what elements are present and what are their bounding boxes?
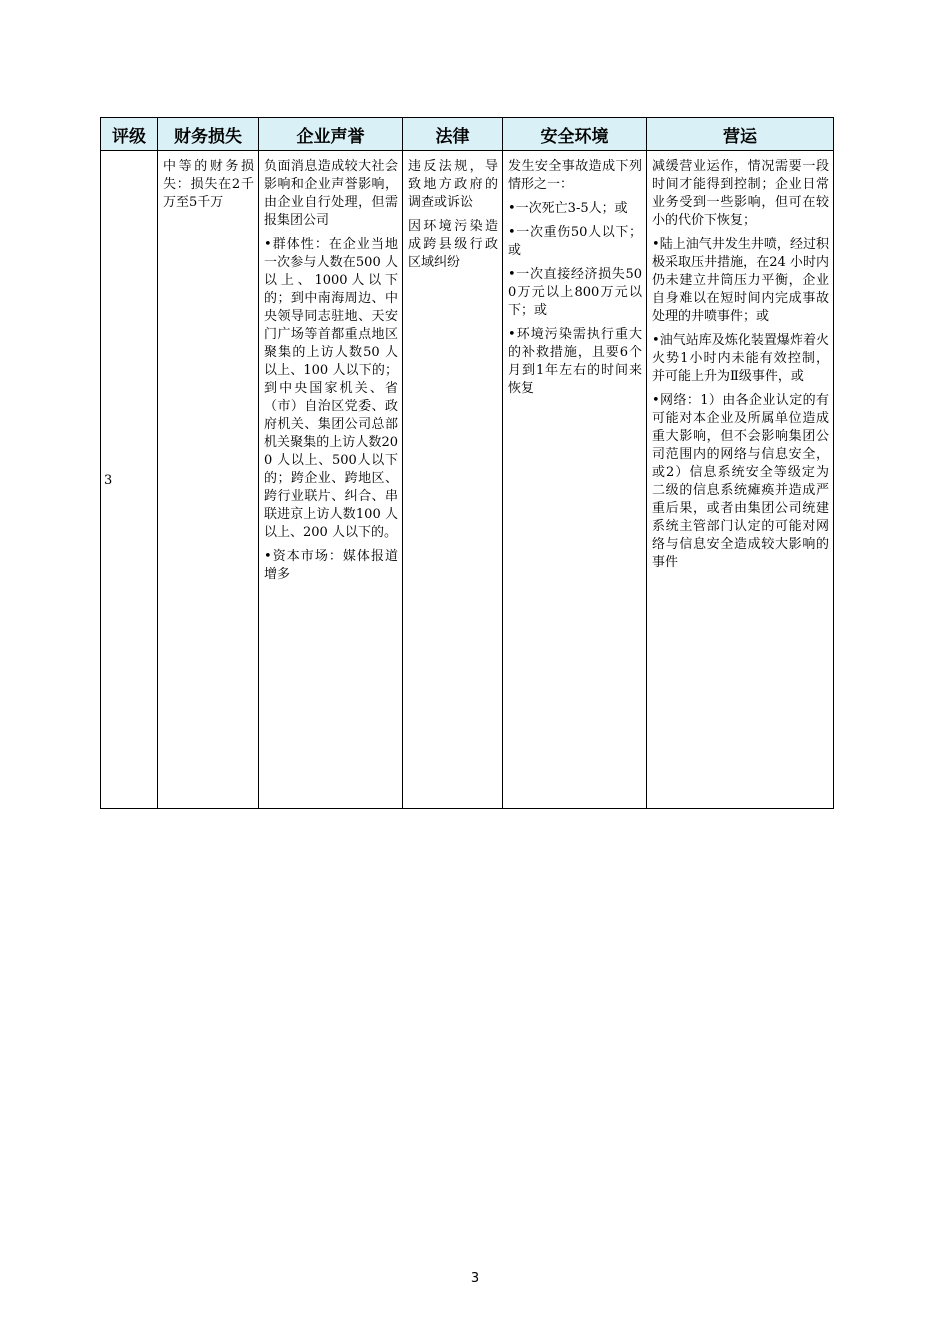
cell-reputation [259, 151, 403, 809]
cell-finance [158, 151, 259, 809]
header-safety: 安全环境 [503, 118, 647, 151]
legal-paragraph: 因环境污染造成跨县级行政区域纠纷 [408, 219, 498, 270]
reputation-paragraph: •群体性：在企业当地一次参与人数在500 人以上、1000人以下的；到中南海周边、中央领导同志驻地、天安门广场等首都重点地区聚集的上访人数50 人以上、100 人以下的；到中央国家机关、省（市）自治区党委、政府机关、集团公司总部机关聚集的上访人数200 人以上、500人以下的；跨企业、跨地区、跨行业联片、纠合、串联进京上访人数100 人以上、200 人以下的。 [264, 237, 398, 540]
cell-safety [503, 151, 647, 809]
safety-paragraph: •环境污染需执行重大的补救措施，且要6个月到1年左右的时间来恢复 [508, 327, 642, 396]
table-row [101, 151, 834, 809]
legal-paragraph: 违反法规，导致地方政府的调查或诉讼 [408, 159, 498, 210]
cell-operations [647, 151, 834, 809]
safety-paragraph: 发生安全事故造成下列情形之一： [508, 159, 642, 192]
header-operations: 营运 [647, 118, 834, 151]
header-level: 评级 [101, 118, 158, 151]
operations-paragraph: •陆上油气井发生井喷，经过积极采取压井措施，在24 小时内仍未建立井筒压力平衡，企业自身难以在短时间内完成事故处理的井喷事件；或 [652, 237, 829, 324]
header-legal: 法律 [403, 118, 503, 151]
finance-paragraph: 中等的财务损失：损失在2千万至5千万 [163, 159, 254, 210]
header-finance: 财务损失 [158, 118, 259, 151]
safety-paragraph: •一次死亡3-5人；或 [508, 201, 628, 216]
reputation-paragraph: 负面消息造成较大社会影响和企业声誉影响，由企业自行处理，但需报集团公司 [264, 159, 398, 228]
header-reputation: 企业声誉 [259, 118, 403, 151]
cell-legal [403, 151, 503, 809]
reputation-paragraph: •资本市场：媒体报道增多 [264, 549, 398, 582]
operations-paragraph: •网络：1）由各企业认定的有可能对本企业及所属单位造成重大影响，但不会影响集团公司范围内的网络与信息安全，或2）信息系统安全等级定为二级的信息系统瘫痪并造成严重后果，或者由集团公司统建系统主管部门认定的可能对网络与信息安全造成较大影响的事件 [652, 393, 829, 570]
operations-paragraph: •油气站库及炼化装置爆炸着火火势1小时内未能有效控制，并可能上升为Ⅱ级事件，或 [652, 333, 829, 384]
operations-paragraph: 减缓营业运作，情况需要一段时间才能得到控制；企业日常业务受到一些影响，但可在较小的代价下恢复； [652, 159, 829, 228]
page-number: 3 [470, 1271, 480, 1286]
safety-paragraph: •一次直接经济损失500万元以上800万元以下；或 [508, 267, 642, 318]
risk-rating-table [100, 117, 834, 809]
table-header-row [101, 118, 834, 151]
cell-level: 3 [101, 151, 158, 809]
safety-paragraph: •一次重伤50人以下；或 [508, 225, 642, 258]
